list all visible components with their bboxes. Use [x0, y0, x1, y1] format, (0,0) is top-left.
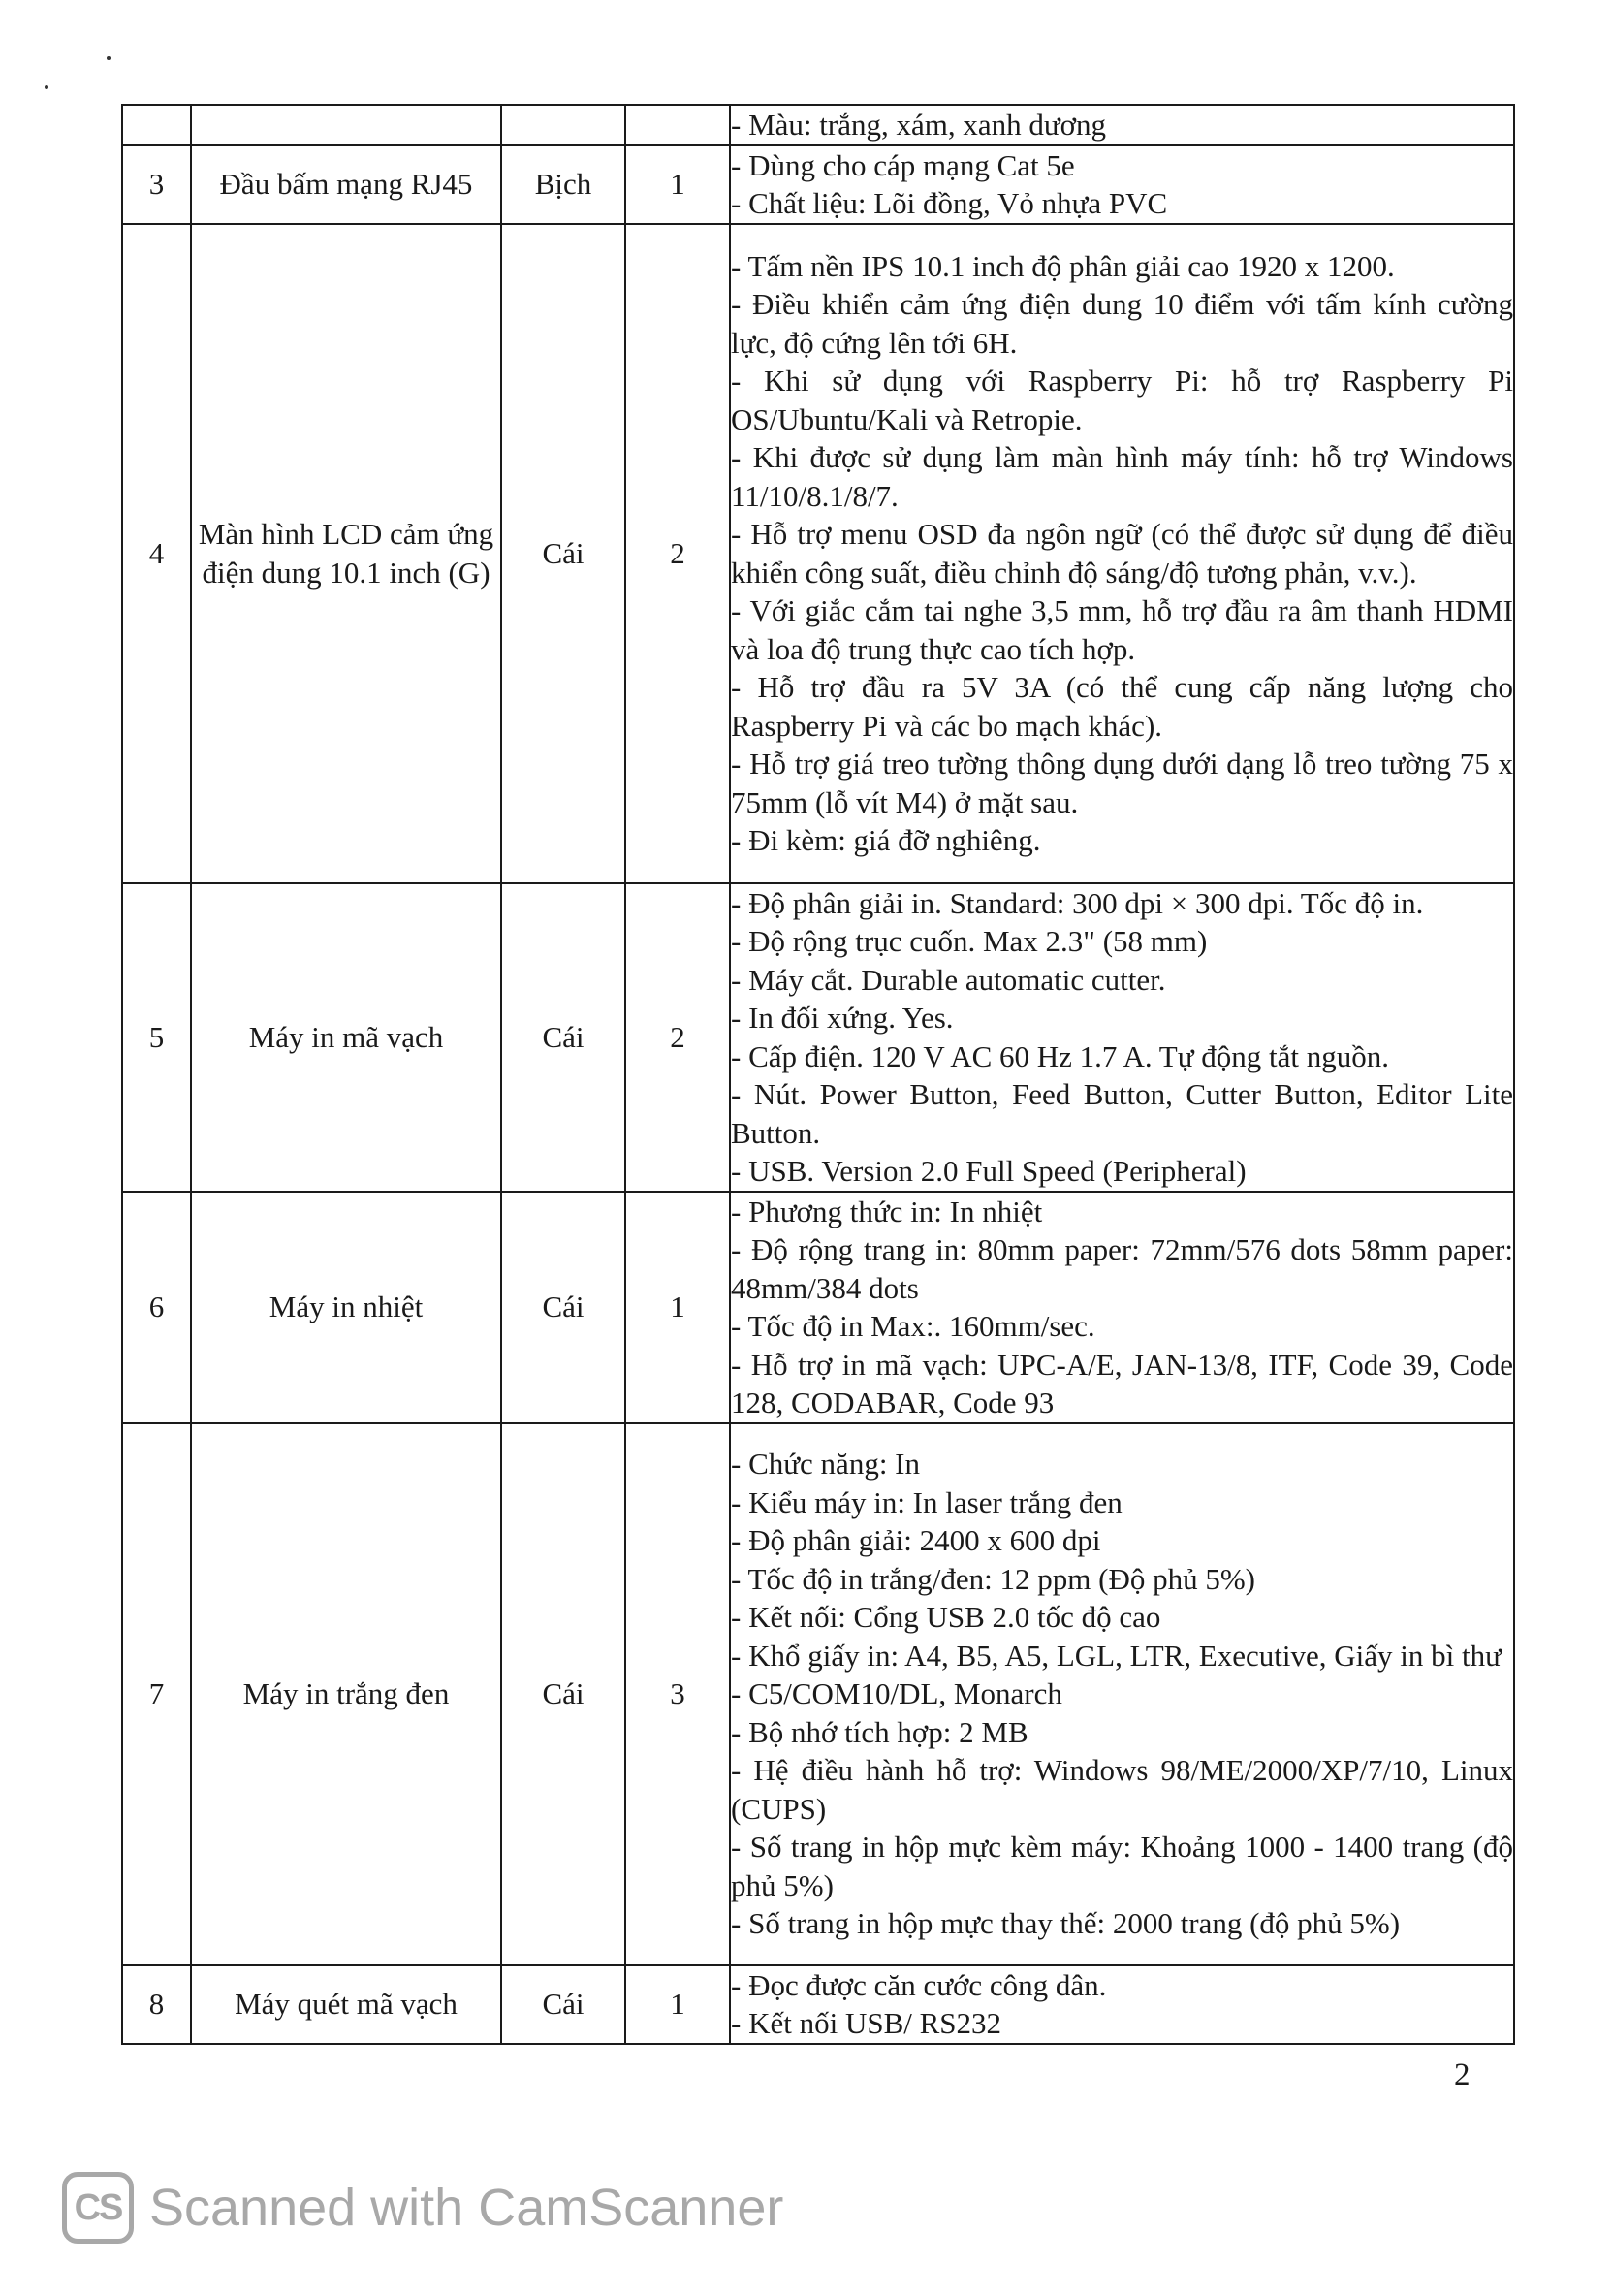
item-name: Màn hình LCD cảm ứng điện dung 10.1 inch (G)	[191, 224, 501, 883]
row-number	[122, 105, 191, 145]
description-line: - Máy cắt. Durable automatic cutter.	[731, 962, 1166, 997]
camscanner-logo-icon: CS	[62, 2172, 134, 2244]
item-description	[730, 105, 1514, 145]
item-description	[730, 224, 1514, 883]
description-line: - Khi sử dụng với Raspberry Pi: hỗ trợ Raspberry Pi OS/Ubuntu/Kali và Retropie.	[731, 364, 1513, 436]
description-line: - Độ phân giải: 2400 x 600 dpi	[731, 1523, 1101, 1558]
page-number: 2	[1454, 2057, 1471, 2092]
item-unit: Cái	[501, 224, 625, 883]
description-line: - Hỗ trợ đầu ra 5V 3A (có thể cung cấp năng lượng cho Raspberry Pi và các bo mạch khác).	[731, 670, 1513, 743]
item-quantity: 2	[625, 224, 730, 883]
item-unit	[501, 105, 625, 145]
description-line: - Hỗ trợ giá treo tường thông dụng dưới dạng lỗ treo tường 75 x 75mm (lỗ vít M4) ở mặt sau.	[731, 747, 1513, 819]
description-line: - Độ rộng trang in: 80mm paper: 72mm/576 dots 58mm paper: 48mm/384 dots	[731, 1232, 1513, 1305]
description-line: - Kết nối USB/ RS232	[731, 2006, 1002, 2040]
item-name: Máy quét mã vạch	[191, 1965, 501, 2044]
table-row	[122, 1423, 1514, 1965]
item-quantity: 1	[625, 1192, 730, 1423]
description-line: - Màu: trắng, xám, xanh dương	[731, 108, 1107, 142]
description-line: - Bộ nhớ tích hợp: 2 MB	[731, 1714, 1028, 1749]
description-line: - Khi được sử dụng làm màn hình máy tính: hỗ trợ Windows 11/10/8.1/8/7.	[731, 440, 1513, 513]
description-line: - Kiểu máy in: In laser trắng đen	[731, 1484, 1123, 1519]
item-description	[730, 145, 1514, 224]
item-description	[730, 1192, 1514, 1423]
description-line: - USB. Version 2.0 Full Speed (Peripheral)	[731, 1154, 1247, 1188]
scan-speck	[107, 56, 111, 60]
item-description	[730, 1965, 1514, 2044]
item-unit: Cái	[501, 1423, 625, 1965]
row-number: 8	[122, 1965, 191, 2044]
description-line: - Số trang in hộp mực kèm máy: Khoảng 1000 - 1400 trang (độ phủ 5%)	[731, 1830, 1513, 1902]
description-line: - Hệ điều hành hỗ trợ: Windows 98/ME/2000/XP/7/10, Linux (CUPS)	[731, 1753, 1513, 1826]
table-row	[122, 105, 1514, 145]
equipment-spec-table	[121, 104, 1515, 2045]
description-line: - Đi kèm: giá đỡ nghiêng.	[731, 823, 1041, 857]
description-line: - Tốc độ in Max:. 160mm/sec.	[731, 1309, 1095, 1343]
description-line: - Độ phân giải in. Standard: 300 dpi × 300 dpi. Tốc độ in.	[731, 885, 1424, 920]
camscanner-watermark	[62, 2172, 783, 2244]
table-row	[122, 883, 1514, 1192]
description-line: - Với giắc cắm tai nghe 3,5 mm, hỗ trợ đầu ra âm thanh HDMI và loa độ trung thực cao tích hợp.	[731, 593, 1513, 666]
item-unit: Cái	[501, 883, 625, 1192]
description-line: - Khổ giấy in: A4, B5, A5, LGL, LTR, Executive, Giấy in bì thư	[731, 1638, 1502, 1673]
description-line: - In đối xứng. Yes.	[731, 1001, 954, 1035]
row-number: 3	[122, 145, 191, 224]
spec-table-body	[122, 105, 1514, 2044]
item-quantity: 3	[625, 1423, 730, 1965]
description-line: - Số trang in hộp mực thay thế: 2000 trang (độ phủ 5%)	[731, 1906, 1401, 1941]
description-line: - Chức năng: In	[731, 1447, 921, 1482]
description-line: - Hỗ trợ in mã vạch: UPC-A/E, JAN-13/8, ITF, Code 39, Code 128, CODABAR, Code 93	[731, 1347, 1513, 1419]
description-line: - Điều khiển cảm ứng điện dung 10 điểm với tấm kính cường lực, độ cứng lên tới 6H.	[731, 287, 1513, 360]
table-row	[122, 224, 1514, 883]
description-line: - C5/COM10/DL, Monarch	[731, 1676, 1062, 1711]
description-line: - Kết nối: Cổng USB 2.0 tốc độ cao	[731, 1600, 1161, 1635]
row-number: 5	[122, 883, 191, 1192]
item-name: Máy in nhiệt	[191, 1192, 501, 1423]
description-line: - Phương thức in: In nhiệt	[731, 1194, 1043, 1228]
item-description	[730, 1423, 1514, 1965]
item-unit: Bịch	[501, 145, 625, 224]
description-line: - Tốc độ in trắng/đen: 12 ppm (Độ phủ 5%)	[731, 1561, 1255, 1596]
item-quantity: 2	[625, 883, 730, 1192]
description-line: - Hỗ trợ menu OSD đa ngôn ngữ (có thể được sử dụng để điều khiển công suất, điều chỉnh độ sáng/độ tương phản, v.v.).	[731, 517, 1513, 590]
item-name: Máy in mã vạch	[191, 883, 501, 1192]
item-quantity: 1	[625, 145, 730, 224]
description-line: - Đọc được căn cước công dân.	[731, 1967, 1107, 2002]
item-quantity: 1	[625, 1965, 730, 2044]
description-line: - Độ rộng trục cuốn. Max 2.3" (58 mm)	[731, 924, 1208, 958]
item-unit: Cái	[501, 1192, 625, 1423]
row-number: 6	[122, 1192, 191, 1423]
description-line: - Nút. Power Button, Feed Button, Cutter Button, Editor Lite Button.	[731, 1077, 1513, 1150]
description-line: - Chất liệu: Lõi đồng, Vỏ nhựa PVC	[731, 186, 1168, 220]
table-row	[122, 145, 1514, 224]
table-row	[122, 1965, 1514, 2044]
description-line: - Tấm nền IPS 10.1 inch độ phân giải cao 1920 x 1200.	[731, 248, 1395, 283]
watermark-text: Scanned with CamScanner	[149, 2179, 784, 2237]
description-line: - Dùng cho cáp mạng Cat 5e	[731, 147, 1075, 182]
description-line: - Cấp điện. 120 V AC 60 Hz 1.7 A. Tự động tắt nguồn.	[731, 1038, 1389, 1073]
scan-speck	[45, 85, 48, 89]
item-description	[730, 883, 1514, 1192]
item-unit: Cái	[501, 1965, 625, 2044]
row-number: 7	[122, 1423, 191, 1965]
item-quantity	[625, 105, 730, 145]
row-number: 4	[122, 224, 191, 883]
item-name: Máy in trắng đen	[191, 1423, 501, 1965]
table-row	[122, 1192, 1514, 1423]
item-name	[191, 105, 501, 145]
item-name: Đầu bấm mạng RJ45	[191, 145, 501, 224]
